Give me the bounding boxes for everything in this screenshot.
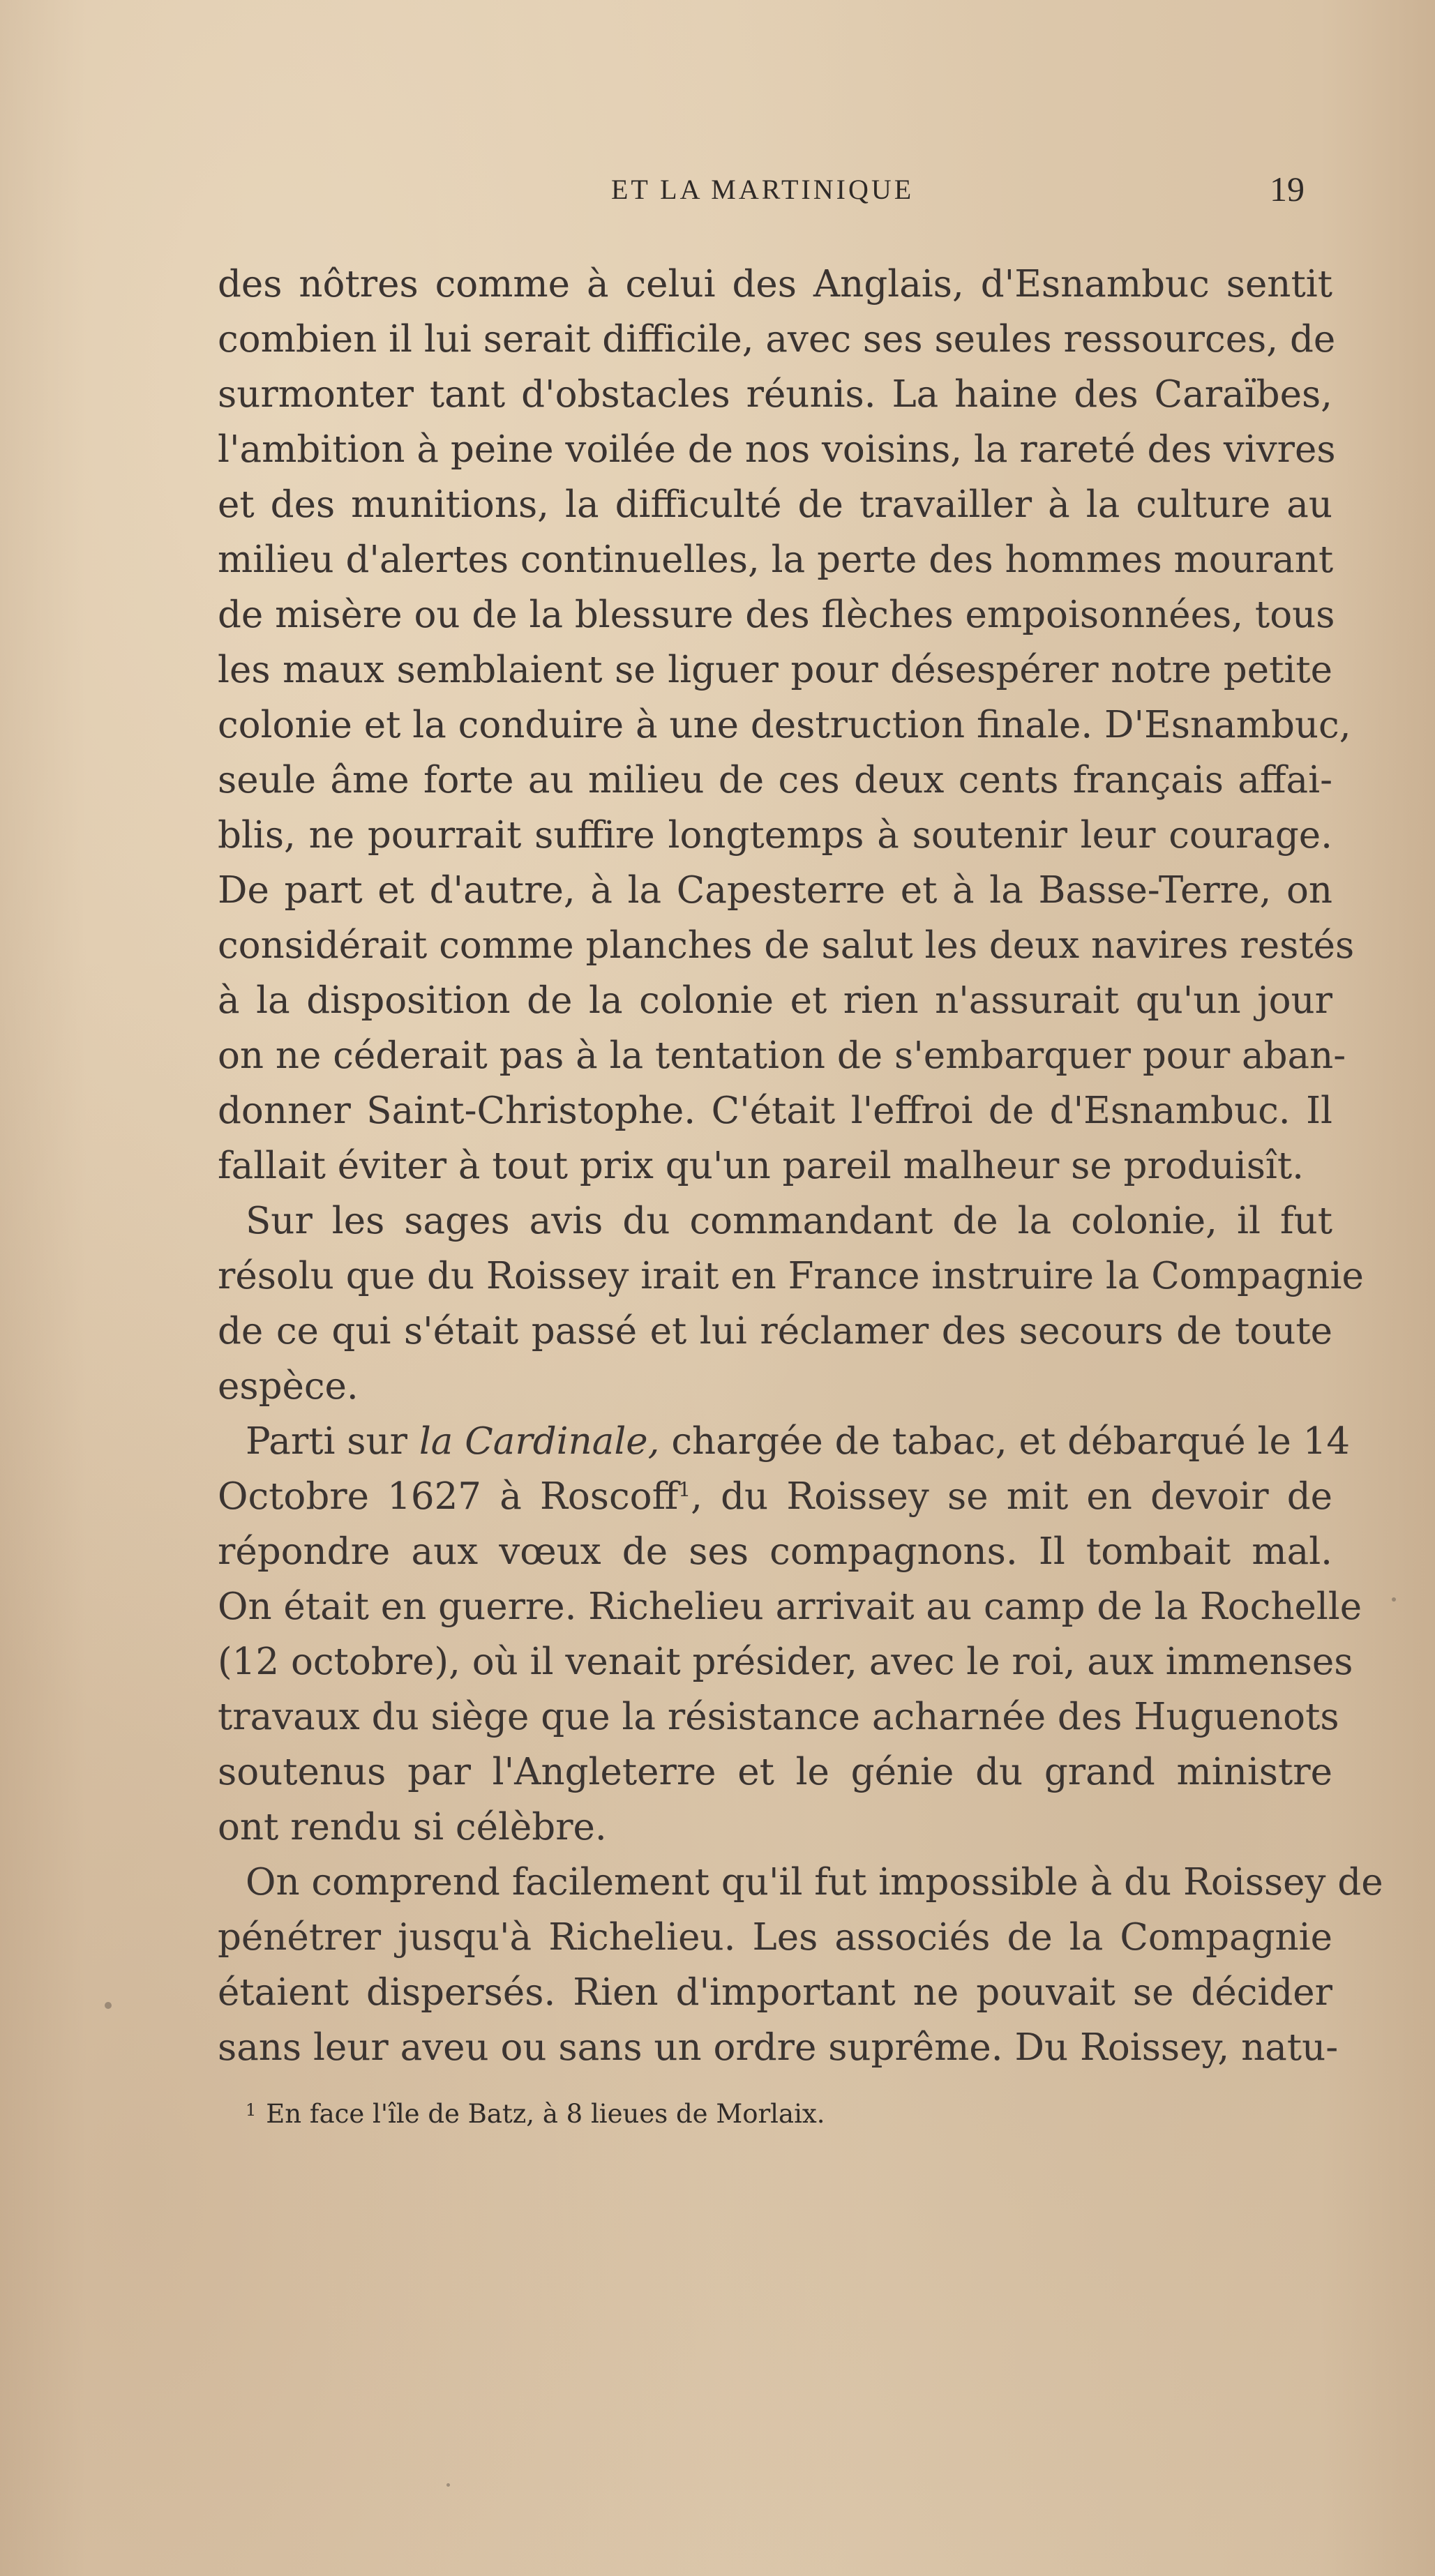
ship-name: la Cardinale, bbox=[419, 1420, 660, 1463]
body-text bbox=[218, 257, 1383, 2075]
text-fragment: chargée de tabac, et débarqué le 14 bbox=[671, 1420, 1351, 1463]
text-line: ont rendu si célèbre. bbox=[218, 1806, 607, 1848]
text-line: colonie et la conduire à une destruction finale. D'Esnambuc, bbox=[218, 704, 1351, 746]
paper-speck bbox=[446, 2483, 450, 2487]
text-line: pénétrer jusqu'à Richelieu. Les associés de la Compagnie bbox=[218, 1916, 1332, 1959]
text-line: espèce. bbox=[218, 1365, 359, 1408]
paper-speck bbox=[1392, 1597, 1396, 1602]
paper-speck bbox=[105, 2002, 112, 2009]
text-line-with-italic bbox=[218, 1414, 1351, 1469]
text-line: répondre aux vœux de ses compagnons. Il tombait mal. bbox=[218, 1530, 1332, 1573]
text-line: (12 octobre), où il venait présider, avec le roi, aux immenses bbox=[218, 1641, 1353, 1683]
text-line: de misère ou de la blessure des flèches empoisonnées, tous bbox=[218, 594, 1335, 636]
text-line: Sur les sages avis du commandant de la colonie, il fut bbox=[246, 1200, 1332, 1242]
text-line-with-footnote-ref bbox=[218, 1469, 1332, 1524]
text-line: les maux semblaient se liguer pour désespérer notre petite bbox=[218, 649, 1332, 691]
text-line: de ce qui s'était passé et lui réclamer des secours de toute bbox=[218, 1310, 1332, 1353]
text-line: surmonter tant d'obstacles réunis. La haine des Caraïbes, bbox=[218, 373, 1332, 416]
footnote-reference: 1 bbox=[678, 1478, 691, 1501]
footnote-marker: 1 bbox=[246, 2100, 257, 2120]
text-line: De part et d'autre, à la Capesterre et à la Basse-Terre, on bbox=[218, 869, 1332, 912]
text-line: combien il lui serait difficile, avec ses seules ressources, de bbox=[218, 318, 1336, 361]
text-line: donner Saint-Christophe. C'était l'effroi de d'Esnambuc. Il bbox=[218, 1090, 1332, 1132]
running-title: ET LA MARTINIQUE bbox=[611, 174, 915, 205]
text-line: résolu que du Roissey irait en France instruire la Compagnie bbox=[218, 1255, 1364, 1297]
page-header bbox=[0, 170, 1435, 209]
text-fragment: , du Roissey se mit en devoir de bbox=[691, 1475, 1332, 1518]
text-line: on ne céderait pas à la tentation de s'embarquer pour aban- bbox=[218, 1034, 1346, 1077]
text-fragment: Parti sur bbox=[246, 1420, 407, 1463]
text-line: considérait comme planches de salut les deux navires restés bbox=[218, 924, 1355, 967]
text-line: On était en guerre. Richelieu arrivait au camp de la Rochelle bbox=[218, 1585, 1362, 1628]
text-fragment: Octobre 1627 à Roscoff bbox=[218, 1475, 679, 1518]
text-line: milieu d'alertes continuelles, la perte des hommes mourant bbox=[218, 538, 1334, 581]
text-line: et des munitions, la difficulté de travailler à la culture au bbox=[218, 483, 1332, 526]
text-line: étaient dispersés. Rien d'important ne pouvait se décider bbox=[218, 1971, 1332, 2014]
text-line: seule âme forte au milieu de ces deux cents français affai- bbox=[218, 759, 1332, 801]
text-line: On comprend facilement qu'il fut impossible à du Roissey de bbox=[246, 1861, 1383, 1904]
text-line: des nôtres comme à celui des Anglais, d'Esnambuc sentit bbox=[218, 263, 1332, 306]
footnote-text: En face l'île de Batz, à 8 lieues de Morlaix. bbox=[266, 2099, 825, 2129]
text-line: l'ambition à peine voilée de nos voisins, la rareté des vivres bbox=[218, 428, 1336, 471]
text-line: à la disposition de la colonie et rien n'assurait qu'un jour bbox=[218, 979, 1332, 1022]
text-line: soutenus par l'Angleterre et le génie du grand ministre bbox=[218, 1751, 1332, 1793]
text-line: fallait éviter à tout prix qu'un pareil malheur se produisît. bbox=[218, 1145, 1305, 1187]
text-line: blis, ne pourrait suffire longtemps à soutenir leur courage. bbox=[218, 814, 1332, 857]
page-number: 19 bbox=[1270, 170, 1305, 209]
text-line: travaux du siège que la résistance acharnée des Huguenots bbox=[218, 1696, 1339, 1738]
text-line: sans leur aveu ou sans un ordre suprême. Du Roissey, natu- bbox=[218, 2026, 1339, 2069]
footnote bbox=[246, 2093, 825, 2132]
